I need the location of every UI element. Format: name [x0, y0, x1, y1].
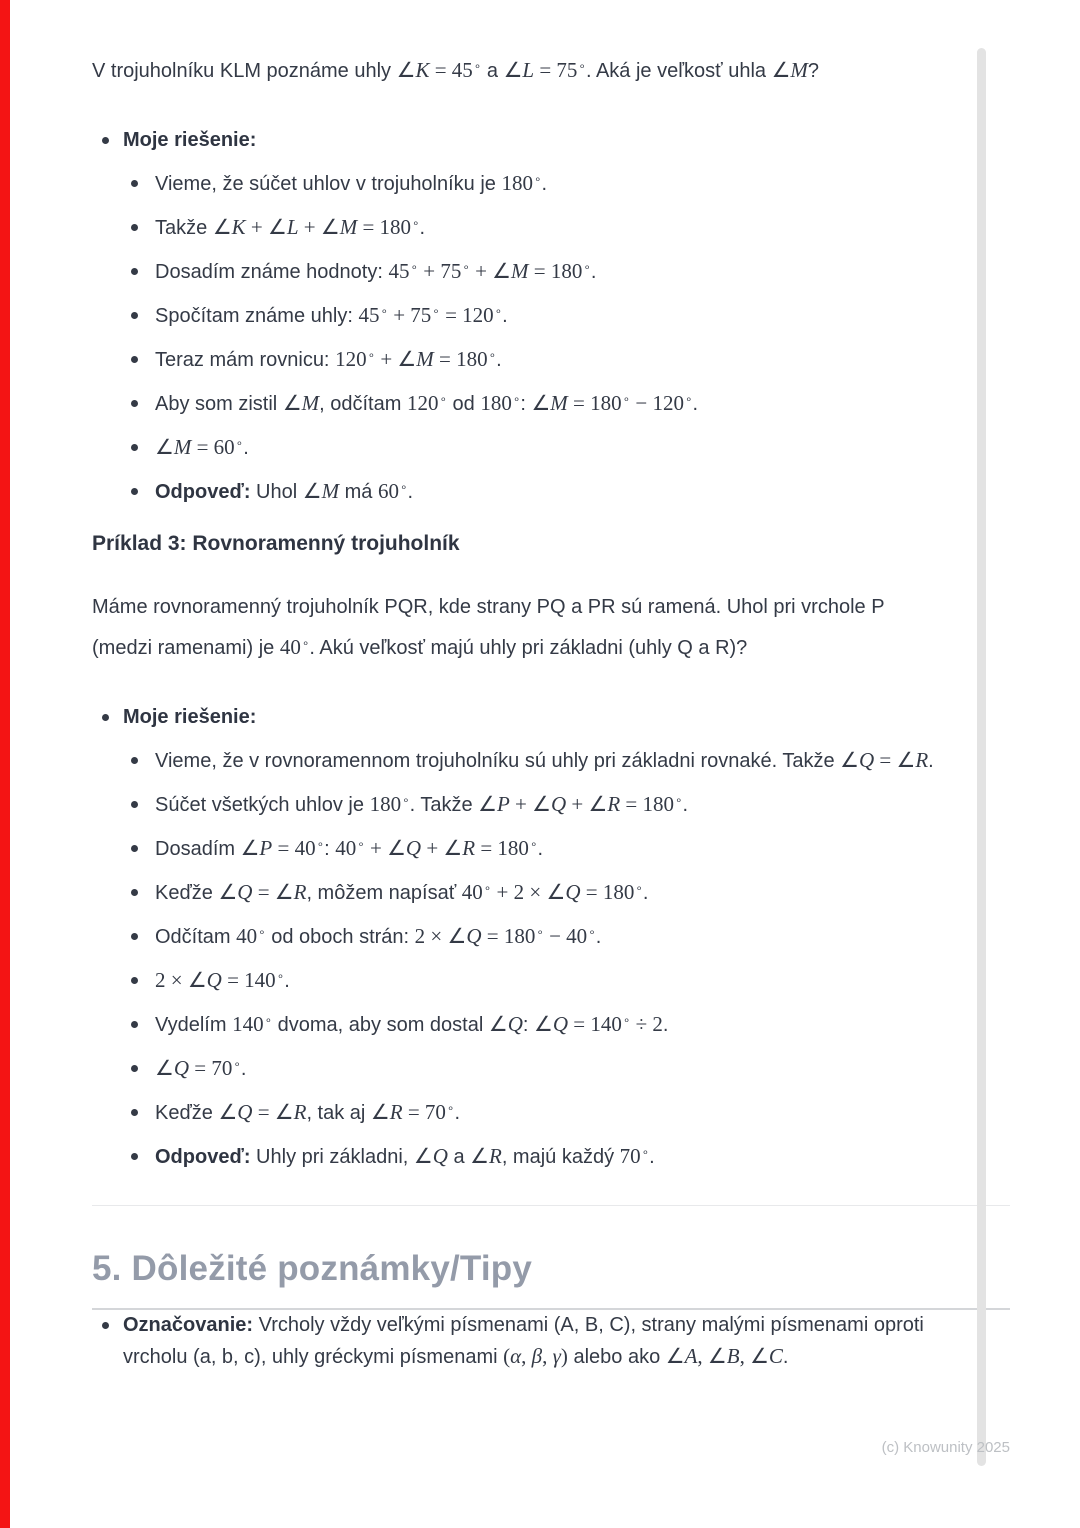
math-expression: 2 × ∠Q = 140∘ — [155, 968, 285, 992]
math-expression: ∠M — [302, 479, 340, 503]
section-heading: 5. Dôležité poznámky/Tipy — [92, 1249, 533, 1288]
list-item-text — [123, 125, 935, 156]
footer-copyright: (c) Knowunity 2025 — [881, 1439, 1010, 1456]
list-item: Odčítam 40∘ od oboch strán: 2 × ∠Q = 180∘ − 40∘. — [123, 921, 937, 953]
math-expression: ∠Q = ∠R — [218, 880, 307, 904]
degree-symbol: ∘ — [473, 59, 482, 73]
degree-symbol: ∘ — [316, 837, 325, 851]
degree-symbol: ∘ — [446, 1101, 455, 1115]
math-expression: ∠K = 45∘ — [396, 58, 482, 82]
degree-symbol: ∘ — [483, 881, 492, 895]
math-expression: ∠R = 70∘ — [370, 1100, 455, 1124]
math-expression: ∠Q — [413, 1144, 448, 1168]
degree-symbol: ∘ — [512, 392, 521, 406]
math-expression: 40∘ — [279, 635, 310, 659]
list-item: Takže ∠K + ∠L + ∠M = 180∘. — [123, 212, 937, 244]
math-expression: 40∘ + ∠Q + ∠R = 180∘ — [335, 836, 538, 860]
math-expression: ∠L = 75∘ — [503, 58, 586, 82]
degree-symbol: ∘ — [357, 837, 365, 851]
math-expression: 40∘ + 2 × ∠Q = 180∘ — [461, 880, 643, 904]
degree-symbol: ∘ — [674, 793, 683, 807]
math-expression: 180∘ — [369, 792, 410, 816]
degree-symbol: ∘ — [264, 1013, 273, 1027]
degree-symbol: ∘ — [399, 480, 408, 494]
degree-symbol: ∘ — [622, 392, 631, 406]
list-item: Odpoveď: Uhol ∠M má 60∘. — [123, 476, 937, 508]
nested-bullet-list — [123, 745, 1010, 1173]
math-expression: 180∘ — [501, 171, 542, 195]
degree-symbol: ∘ — [402, 793, 410, 807]
math-expression: (α, β, γ) — [503, 1344, 568, 1368]
list-item — [92, 702, 1010, 1173]
math-expression: ∠P = 40∘ — [240, 836, 325, 860]
list-item: Odpoveď: Uhly pri základni, ∠Q a ∠R, majú každý 70∘. — [123, 1141, 937, 1173]
list-item — [92, 125, 1010, 508]
degree-symbol: ∘ — [536, 925, 544, 939]
math-expression: ∠Q = 70∘ — [155, 1056, 241, 1080]
degree-symbol: ∘ — [588, 925, 596, 939]
math-expression: ∠Q = ∠R — [218, 1100, 307, 1124]
list-item — [92, 1310, 1010, 1373]
list-item: Spočítam známe uhly: 45∘ + 75∘ = 120∘. — [123, 300, 937, 332]
list-item: ∠M = 60∘. — [123, 432, 937, 464]
degree-symbol: ∘ — [367, 348, 376, 362]
degree-symbol: ∘ — [235, 436, 244, 450]
math-expression: 2 × ∠Q = 180∘ − 40∘ — [414, 924, 596, 948]
degree-symbol: ∘ — [641, 1145, 650, 1159]
math-expression: ∠Q — [488, 1012, 523, 1036]
math-expression: ∠A, ∠B, ∠C — [665, 1344, 783, 1368]
list-item: Keďže ∠Q = ∠R, tak aj ∠R = 70∘. — [123, 1097, 937, 1129]
bullet-list — [92, 1310, 1010, 1373]
math-expression: 40∘ — [236, 924, 266, 948]
degree-symbol: ∘ — [494, 304, 503, 318]
degree-symbol: ∘ — [439, 392, 447, 406]
list-item-text: Označovanie: Vrcholy vždy veľkými písmenami (A, B, C), strany malými písmenami oproti vrcholu (a, b, c), uhly gréckymi písmenami (α, β, γ) alebo ako ∠A, ∠B, ∠C. — [123, 1314, 924, 1368]
list-item: Aby som zistil ∠M, odčítam 120∘ od 180∘: ∠M = 180∘ − 120∘. — [123, 388, 937, 420]
list-item: Teraz mám rovnicu: 120∘ + ∠M = 180∘. — [123, 344, 937, 376]
paragraph: Máme rovnoramenný trojuholník PQR, kde strany PQ a PR sú ramená. Uhol pri vrchole P (medzi ramenami) je 40∘. Akú veľkosť majú uhly pri základni (uhly Q a R)? — [92, 596, 885, 659]
bold-label: Moje riešenie: — [123, 129, 257, 151]
math-expression: ∠M = 60∘ — [155, 435, 244, 459]
math-expression: 140∘ — [232, 1012, 273, 1036]
math-expression: 120∘ + ∠M = 180∘ — [335, 347, 497, 371]
math-expression: ∠M — [771, 58, 808, 82]
math-expression: ∠K + ∠L + ∠M = 180∘ — [212, 215, 420, 239]
divider — [92, 1205, 1010, 1206]
math-expression: 120∘ — [406, 391, 447, 415]
degree-symbol: ∘ — [432, 304, 440, 318]
degree-symbol: ∘ — [488, 348, 497, 362]
math-expression: ∠P + ∠Q + ∠R = 180∘ — [478, 792, 683, 816]
degree-symbol: ∘ — [462, 260, 470, 274]
list-item: Vydelím 140∘ dvoma, aby som dostal ∠Q: ∠Q = 140∘ ÷ 2. — [123, 1009, 937, 1041]
bold-label: Označovanie: — [123, 1314, 254, 1336]
degree-symbol: ∘ — [410, 260, 418, 274]
degree-symbol: ∘ — [301, 636, 310, 650]
degree-symbol: ∘ — [412, 216, 420, 230]
math-expression: 45∘ + 75∘ = 120∘ — [358, 303, 503, 327]
list-item: Súčet všetkých uhlov je 180∘. Takže ∠P + ∠Q + ∠R = 180∘. — [123, 789, 937, 821]
degree-symbol: ∘ — [533, 172, 542, 186]
bullet-list — [92, 702, 1010, 1173]
math-expression: 45∘ + 75∘ + ∠M = 180∘ — [388, 259, 591, 283]
degree-symbol: ∘ — [258, 925, 266, 939]
math-expression: ∠R — [470, 1144, 502, 1168]
degree-symbol: ∘ — [685, 392, 693, 406]
math-expression: ∠M = 180∘ − 120∘ — [531, 391, 693, 415]
degree-symbol: ∘ — [622, 1013, 631, 1027]
math-expression: 60∘ — [377, 479, 408, 503]
list-item: Dosadím známe hodnoty: 45∘ + 75∘ + ∠M = 180∘. — [123, 256, 937, 288]
math-expression: 180∘ — [480, 391, 521, 415]
degree-symbol: ∘ — [529, 837, 538, 851]
bullet-list — [92, 125, 1010, 508]
bold-label: Moje riešenie: — [123, 706, 257, 728]
list-item: Dosadím ∠P = 40∘: 40∘ + ∠Q + ∠R = 180∘. — [123, 833, 937, 865]
math-expression: ∠M — [282, 391, 320, 415]
list-item: Vieme, že súčet uhlov v trojuholníku je 180∘. — [123, 168, 937, 200]
list-item-text — [123, 702, 935, 733]
degree-symbol: ∘ — [635, 881, 643, 895]
bold-label: Odpoveď: — [155, 1146, 251, 1168]
list-item: Vieme, že v rovnoramennom trojuholníku sú uhly pri základni rovnaké. Takže ∠Q = ∠R. — [123, 745, 937, 777]
math-expression: ∠Q = 140∘ ÷ 2 — [533, 1012, 663, 1036]
nested-bullet-list — [123, 168, 1010, 508]
bold-label: Odpoveď: — [155, 481, 251, 503]
math-expression: ∠Q = ∠R — [840, 748, 929, 772]
math-expression: 70∘ — [619, 1144, 650, 1168]
degree-symbol: ∘ — [583, 260, 591, 274]
vertical-scrollbar[interactable] — [977, 48, 986, 1466]
degree-symbol: ∘ — [233, 1057, 241, 1071]
list-item: Keďže ∠Q = ∠R, môžem napísať 40∘ + 2 × ∠Q = 180∘. — [123, 877, 937, 909]
paragraph: V trojuholníku KLM poznáme uhly ∠K = 45∘ a ∠L = 75∘. Aká je veľkosť uhla ∠M? — [92, 58, 820, 82]
example-heading: Príklad 3: Rovnoramenný trojuholník — [92, 532, 460, 555]
degree-symbol: ∘ — [380, 304, 388, 318]
degree-symbol: ∘ — [578, 59, 586, 73]
degree-symbol: ∘ — [276, 969, 285, 983]
list-item: 2 × ∠Q = 140∘. — [123, 965, 937, 997]
list-item: ∠Q = 70∘. — [123, 1053, 937, 1085]
